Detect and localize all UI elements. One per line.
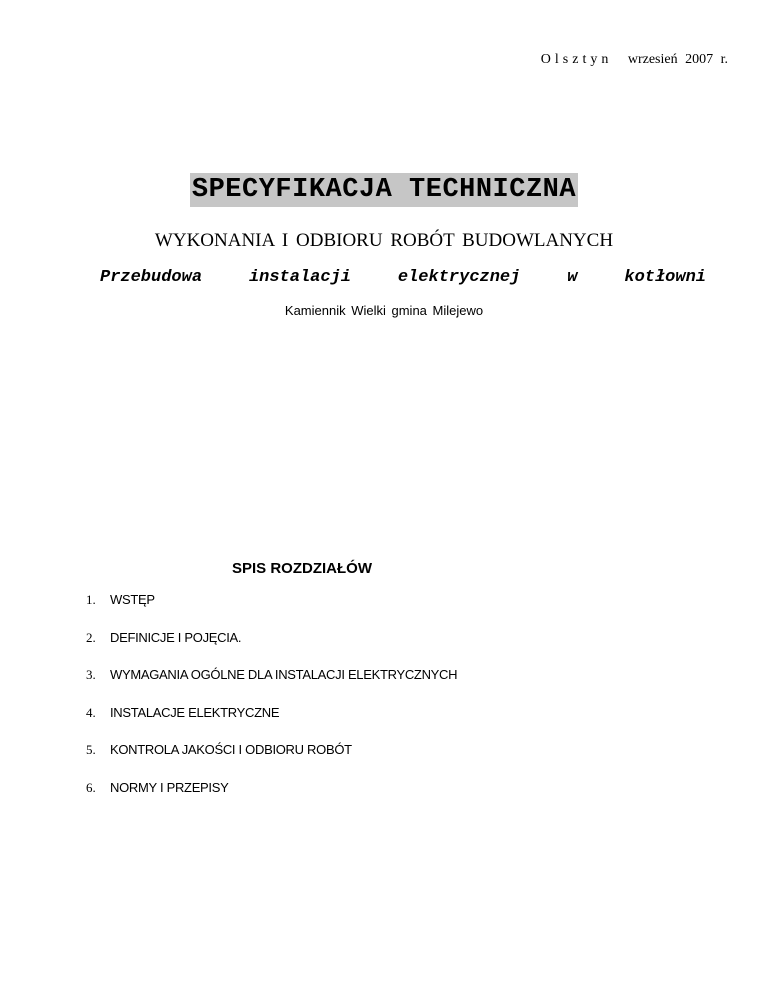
document-subtitle: WYKONANIA I ODBIORU ROBÓT BUDOWLANYCH [154, 230, 614, 251]
toc-item [86, 779, 457, 817]
toc-item [86, 666, 457, 704]
toc-item [86, 629, 457, 667]
project-word: kotłowni [624, 268, 706, 287]
project-location: Kamiennik Wielki gmina Milejewo [284, 303, 484, 318]
toc-item-number: 4. [86, 704, 96, 720]
project-word: w [567, 268, 578, 287]
project-word: elektrycznej [397, 268, 521, 287]
toc-list [86, 591, 457, 817]
document-title: SPECYFIKACJA TECHNICZNA [191, 175, 577, 205]
project-word: Przebudowa [100, 268, 203, 287]
toc-item [86, 741, 457, 779]
header-city: Olsztyn [540, 52, 613, 67]
toc-item-title: WYMAGANIA OGÓLNE DLA INSTALACJI ELEKTRYCZNYCH [110, 667, 458, 683]
toc-item-number: 3. [86, 667, 96, 683]
toc-item-number: 1. [86, 592, 96, 607]
header-date: wrzesień 2007 r. [627, 52, 728, 67]
toc-item-number: 2. [86, 629, 96, 645]
toc-item [86, 591, 457, 629]
header-line [541, 52, 728, 68]
toc-item-number: 5. [86, 742, 96, 758]
toc-item-title: WSTĘP [110, 592, 155, 607]
toc-heading: SPIS ROZDZIAŁÓW [232, 560, 372, 577]
toc-item-title: NORMY I PRZEPISY [110, 779, 229, 795]
toc-item-title: DEFINICJE I POJĘCIA. [110, 629, 242, 645]
toc-item [86, 704, 457, 742]
toc-item-number: 6. [86, 779, 96, 795]
title-block [0, 173, 768, 207]
project-word: instalacji [248, 268, 351, 287]
toc-item-title: KONTROLA JAKOŚCI I ODBIORU ROBÓT [110, 742, 352, 758]
project-name [100, 268, 706, 287]
toc-item-title: INSTALACJE ELEKTRYCZNE [110, 704, 280, 720]
